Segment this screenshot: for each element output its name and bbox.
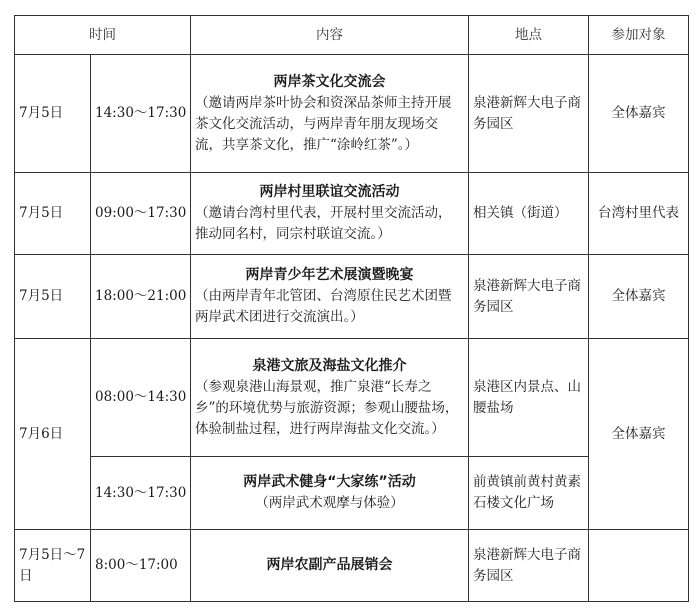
place-cell: 相关镇（街道） — [469, 173, 589, 255]
content-cell — [191, 339, 469, 457]
time-cell: 8:00～17:00 — [91, 530, 191, 602]
date-cell: 7月6日 — [15, 339, 91, 530]
audience-cell: 全体嘉宾 — [589, 339, 689, 530]
event-description: （两岸武术观摩与体验） — [255, 495, 404, 511]
table-row — [15, 457, 689, 530]
table-row — [15, 55, 689, 173]
content-cell — [191, 530, 469, 602]
content-cell — [191, 173, 469, 255]
table-row — [15, 339, 689, 457]
time-cell: 18:00～21:00 — [91, 255, 191, 339]
table-row — [15, 173, 689, 255]
table-row — [15, 255, 689, 339]
event-title: 两岸武术健身“大家练”活动 — [243, 474, 416, 490]
date-cell: 7月5日 — [15, 255, 91, 339]
event-description: （邀请两岸茶叶协会和资深品茶师主持开展茶文化交流活动，与两岸青年朋友现场交流，共享茶文化，推广“涂岭红茶”。） — [195, 94, 452, 153]
event-description: （参观泉港山海景观，推广泉港“长寿之乡”的环境优势与旅游资源；参观山腰盐场，体验制盐过程，进行两岸海盐文化交流。） — [195, 378, 459, 437]
header-content: 内容 — [191, 16, 469, 55]
place-cell: 泉港新辉大电子商务园区 — [469, 530, 589, 602]
event-title: 两岸村里联谊交流活动 — [259, 184, 400, 200]
event-title: 两岸农副产品展销会 — [266, 557, 393, 573]
event-title: 泉港文旅及海盐文化推介 — [252, 357, 407, 374]
header-place: 地点 — [469, 16, 589, 55]
header-row — [15, 16, 689, 55]
date-cell: 7月5日 — [15, 173, 91, 255]
audience-cell: 台湾村里代表 — [589, 173, 689, 255]
content-cell — [191, 255, 469, 339]
place-cell: 泉港新辉大电子商务园区 — [469, 55, 589, 173]
time-cell: 14:30～17:30 — [91, 457, 191, 530]
date-cell: 7月5日 — [15, 55, 91, 173]
event-title: 两岸青少年艺术展演暨晚宴 — [245, 267, 414, 283]
time-cell: 09:00～17:30 — [91, 173, 191, 255]
place-cell: 泉港区内景点、山腰盐场 — [469, 339, 589, 457]
event-description: （由两岸青年北管团、台湾原住民艺术团暨两岸武术团进行交流演出。） — [195, 288, 452, 325]
table-row — [15, 530, 689, 602]
audience-cell: 全体嘉宾 — [589, 55, 689, 173]
time-cell: 08:00～14:30 — [91, 339, 191, 457]
place-cell: 泉港新辉大电子商务园区 — [469, 255, 589, 339]
date-cell: 7月5日～7日 — [15, 530, 91, 602]
audience-cell — [589, 530, 689, 602]
time-cell: 14:30～17:30 — [91, 55, 191, 173]
place-cell: 前黄镇前黄村黄素石楼文化广场 — [469, 457, 589, 530]
header-audience: 参加对象 — [589, 16, 689, 55]
event-description: （邀请台湾村里代表，开展村里交流活动，推动同名村，同宗村联谊交流。） — [195, 205, 452, 242]
audience-cell: 全体嘉宾 — [589, 255, 689, 339]
header-time: 时间 — [15, 16, 191, 55]
event-title: 两岸茶文化交流会 — [273, 73, 386, 90]
content-cell — [191, 457, 469, 530]
content-cell — [191, 55, 469, 173]
schedule-table — [14, 15, 689, 602]
